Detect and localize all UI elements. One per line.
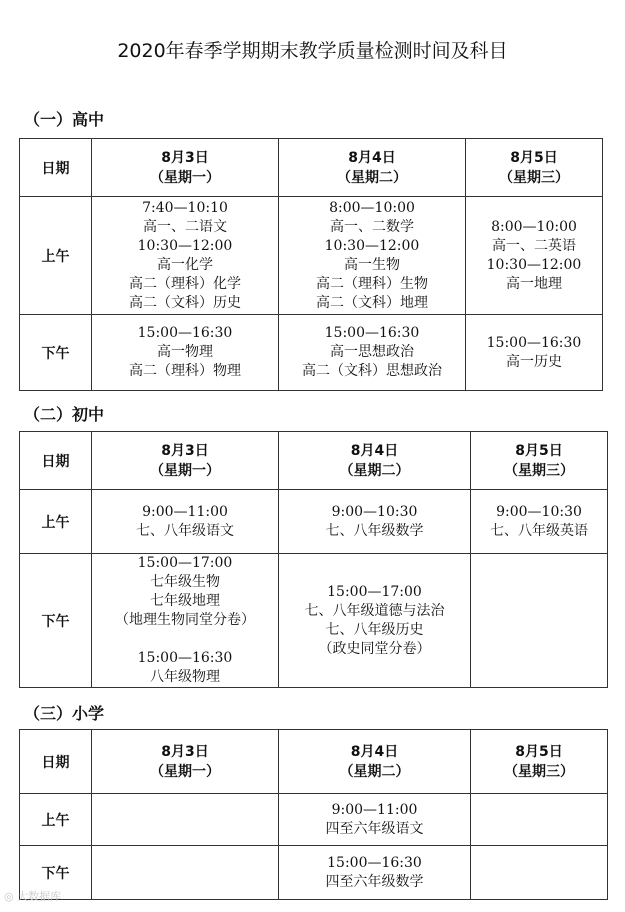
exam-line: 七年级生物 <box>150 574 220 590</box>
schedule-table <box>19 138 603 391</box>
day-weekday: （星期二） <box>339 763 410 780</box>
exam-line: 七、八年级历史 <box>325 621 424 638</box>
day-date: 8月5日 <box>510 149 558 166</box>
exam-cell <box>471 554 608 688</box>
exam-cell <box>92 794 279 846</box>
exam-line: 高一、二英语 <box>492 237 576 254</box>
day-header-cell <box>92 432 279 490</box>
day-weekday: （星期一） <box>150 169 220 186</box>
day-header-cell <box>466 139 603 197</box>
exam-cell <box>279 554 471 688</box>
exam-line: 高一、二语文 <box>143 218 227 235</box>
day-date: 8月5日 <box>515 442 563 459</box>
exam-line: 15:00—16:30 <box>137 325 233 341</box>
date-header-cell: 日期 <box>20 432 92 490</box>
morning-label: 上午 <box>20 490 92 554</box>
exam-line: 9:00—11:00 <box>331 801 418 818</box>
day-weekday: （星期三） <box>504 462 574 479</box>
header-row <box>20 730 608 794</box>
exam-line: （政史同堂分卷） <box>318 640 431 657</box>
exam-cell <box>92 197 279 315</box>
exam-cell <box>92 315 279 391</box>
afternoon-label: 下午 <box>20 846 92 900</box>
morning-label: 上午 <box>20 197 92 315</box>
section-heading: （二）初中 <box>24 405 105 424</box>
exam-cell <box>279 315 466 391</box>
day-header-cell <box>279 432 471 490</box>
exam-line: 高二（理科）生物 <box>316 275 428 292</box>
exam-line: 七、八年级语文 <box>136 522 234 539</box>
date-header-cell: 日期 <box>20 139 92 197</box>
day-header-cell <box>279 139 466 197</box>
exam-line: 四至六年级语文 <box>325 820 424 837</box>
exam-cell <box>92 554 279 688</box>
exam-line: 15:00—16:30 <box>486 334 582 351</box>
exam-line: 10:30—12:00 <box>486 256 582 273</box>
exam-cell <box>92 490 279 554</box>
day-weekday: （星期一） <box>150 462 220 479</box>
camera-icon: ◎ <box>4 890 14 903</box>
exam-line: 15:00—17:00 <box>327 583 422 600</box>
day-weekday: （星期二） <box>337 169 407 186</box>
section-heading: （三）小学 <box>24 704 105 723</box>
exam-line: 8:00—10:00 <box>329 199 415 216</box>
exam-line: （地理生物同堂分卷） <box>115 612 255 628</box>
watermark <box>4 888 61 904</box>
afternoon-label: 下午 <box>20 315 92 391</box>
page-title: 2020年春季学期期末教学质量检测时间及科目 <box>117 40 508 62</box>
day-header-cell <box>471 730 608 794</box>
exam-line: 15:00—16:30 <box>137 650 233 666</box>
exam-line: 高二（文科）地理 <box>316 294 428 311</box>
exam-line <box>92 630 278 649</box>
day-header-cell <box>92 730 279 794</box>
day-header-cell <box>92 139 279 197</box>
day-date: 8月3日 <box>161 743 209 760</box>
day-weekday: （星期一） <box>150 763 220 780</box>
exam-line: 高二（文科）历史 <box>129 294 241 311</box>
exam-line: 四至六年级数学 <box>325 873 424 890</box>
morning-row <box>20 794 608 846</box>
exam-line: 高一历史 <box>506 353 562 370</box>
exam-cell <box>471 794 608 846</box>
exam-cell <box>279 197 466 315</box>
day-date: 8月3日 <box>161 149 209 166</box>
exam-line: 七、八年级数学 <box>325 522 424 539</box>
exam-cell <box>279 794 471 846</box>
exam-line: 高二（理科）物理 <box>129 363 241 379</box>
day-date: 8月4日 <box>350 442 399 459</box>
day-date: 8月4日 <box>348 149 396 166</box>
exam-cell <box>92 846 279 900</box>
exam-line: 八年级物理 <box>150 669 220 685</box>
day-date: 8月3日 <box>161 442 209 459</box>
afternoon-row <box>20 846 608 900</box>
exam-cell <box>279 490 471 554</box>
afternoon-row <box>20 554 608 688</box>
day-date: 8月5日 <box>515 743 563 760</box>
day-weekday: （星期三） <box>504 763 574 780</box>
exam-line: 七、八年级道德与法治 <box>304 602 445 619</box>
exam-line: 七年级地理 <box>150 593 220 609</box>
exam-cell <box>471 490 608 554</box>
exam-line: 15:00—16:30 <box>327 854 422 871</box>
exam-line: 高一思想政治 <box>330 344 414 360</box>
day-date: 8月4日 <box>350 743 399 760</box>
exam-cell <box>466 315 603 391</box>
exam-line: 高二（文科）思想政治 <box>302 363 442 379</box>
day-weekday: （星期二） <box>339 462 410 479</box>
exam-line: 七、八年级英语 <box>490 522 588 539</box>
exam-line: 高一地理 <box>506 275 562 292</box>
schedule-table <box>19 431 608 688</box>
day-header-cell <box>279 730 471 794</box>
exam-line: 高二（理科）化学 <box>129 275 241 292</box>
morning-row <box>20 490 608 554</box>
exam-line: 高一物理 <box>157 344 213 360</box>
day-header-cell <box>471 432 608 490</box>
date-header-cell: 日期 <box>20 730 92 794</box>
exam-line: 9:00—10:30 <box>496 503 582 520</box>
exam-line: 10:30—12:00 <box>137 237 233 254</box>
day-weekday: （星期三） <box>499 169 569 186</box>
exam-line: 高一化学 <box>157 256 213 273</box>
header-row <box>20 432 608 490</box>
exam-cell <box>471 846 608 900</box>
exam-cell <box>279 846 471 900</box>
watermark-text: 大数据库 <box>17 890 62 903</box>
exam-line: 9:00—11:00 <box>142 503 228 520</box>
exam-line: 15:00—17:00 <box>137 555 233 571</box>
header-row <box>20 139 603 197</box>
section-heading: （一）高中 <box>24 110 105 129</box>
schedule-table <box>19 729 608 900</box>
exam-line: 9:00—10:30 <box>331 503 418 520</box>
morning-label: 上午 <box>20 794 92 846</box>
exam-line: 15:00—16:30 <box>324 325 420 341</box>
exam-line: 高一生物 <box>344 256 400 273</box>
afternoon-label: 下午 <box>20 554 92 688</box>
afternoon-row <box>20 315 603 391</box>
morning-row <box>20 197 603 315</box>
exam-cell <box>466 197 603 315</box>
exam-line: 8:00—10:00 <box>491 218 577 235</box>
exam-line: 7:40—10:10 <box>142 199 228 216</box>
exam-line: 高一、二数学 <box>330 218 414 235</box>
exam-line: 10:30—12:00 <box>324 237 420 254</box>
